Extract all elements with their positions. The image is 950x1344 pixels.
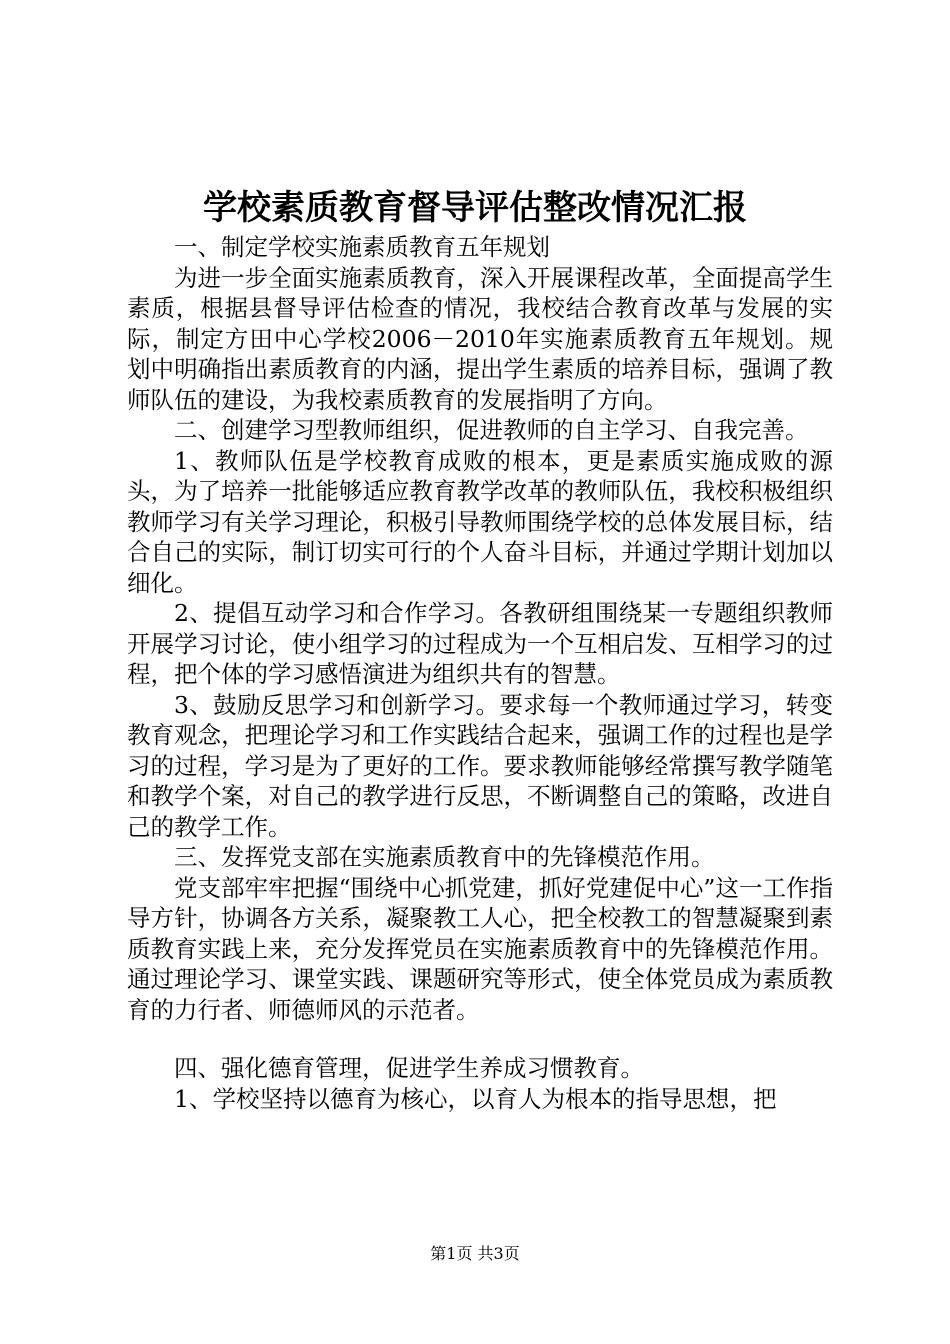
paragraph: 1、教师队伍是学校教育成败的根本，更是素质实施成败的源头，为了培养一批能够适应教育教学改革的教师队伍，我校积极组织教师学习有关学习理论，积极引导教师围绕学校的总体发展目标，结合自己的实际，制订切实可行的个人奋斗目标，并通过学期计划加以细化。 [127, 446, 833, 597]
paragraph: 1、学校坚持以德育为核心，以育人为根本的指导思想，把 [174, 1084, 777, 1113]
paragraph: 为进一步全面实施素质教育，深入开展课程改革，全面提高学生素质，根据县督导评估检查的情况，我校结合教育改革与发展的实际，制定方田中心学校2006－2010年实施素质教育五年规划。规划中明确指出素质教育的内涵，提出学生素质的培养目标，强调了教师队伍的建设，为我校素质教育的发展指明了方向。 [127, 263, 833, 414]
paragraph: 3、鼓励反思学习和创新学习。要求每一个教师通过学习，转变教育观念，把理论学习和工作实践结合起来，强调工作的过程也是学习的过程，学习是为了更好的工作。要求教师能够经常撰写教学随笔和教学个案，对自己的教学进行反思，不断调整自己的策略，改进自己的教学工作。 [127, 690, 833, 841]
heading-section-1: 一、制定学校实施素质教育五年规划 [174, 233, 550, 261]
heading-section-3: 三、发挥党支部在实施素质教育中的先锋模范作用。 [174, 843, 715, 871]
page-number-footer: 第1页 共3页 [430, 1244, 520, 1263]
paragraph: 2、提倡互动学习和合作学习。各教研组围绕某一专题组织教师开展学习讨论，使小组学习的过程成为一个互相启发、互相学习的过程，把个体的学习感悟演进为组织共有的智慧。 [127, 599, 833, 688]
heading-section-2: 二、创建学习型教师组织，促进教师的自主学习、自我完善。 [174, 416, 809, 444]
paragraph: 党支部牢牢把握“围绕中心抓党建，抓好党建促中心”这一工作指导方针，协调各方关系，凝聚教工人心，把全校教工的智慧凝聚到素质教育实践上来，充分发挥党员在实施素质教育中的先锋模范作用。通过理论学习、课堂实践、课题研究等形式，使全体党员成为素质教育的力行者、师德师风的示范者。 [127, 873, 833, 1024]
document-title: 学校素质教育督导评估整改情况汇报 [203, 188, 747, 228]
document-body [127, 232, 833, 1114]
heading-section-4: 四、强化德育管理，促进学生养成习惯教育。 [174, 1054, 644, 1082]
